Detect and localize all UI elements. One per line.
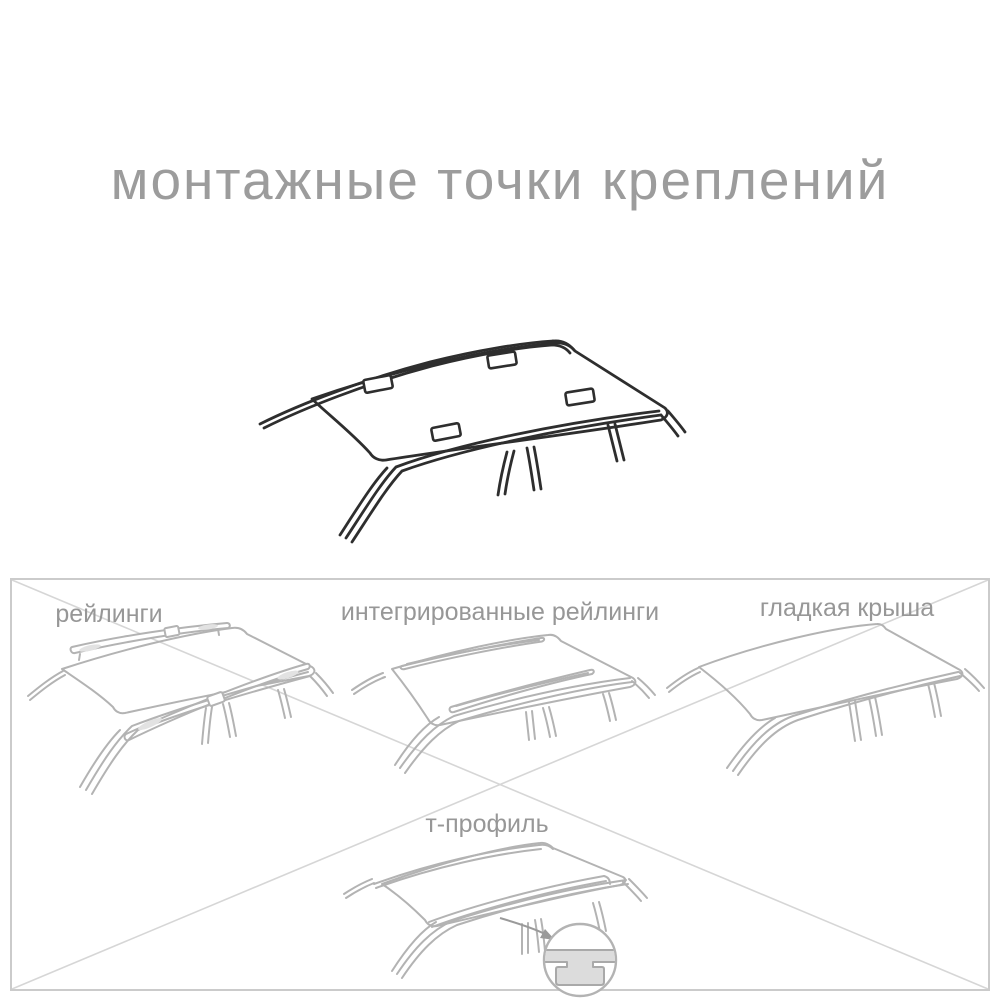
label-t-profile: т-профиль [425,810,549,838]
integrated-railings-roof-sketch [347,628,662,803]
roof-types-panel [10,578,990,991]
label-integrated-railings: интегрированные рейлинги [340,598,660,626]
main-roof-lines [260,341,685,542]
page-title: монтажные точки креплений [110,149,890,211]
main-roof-illustration [230,320,730,560]
label-railings: рейлинги [55,600,163,628]
label-smooth-roof: гладкая крыша [759,594,935,622]
t-profile-callout [500,918,620,996]
smooth-roof-sketch [665,620,985,805]
mounting-point-markers [363,351,595,441]
t-profile-roof-sketch [342,822,702,1000]
railings-roof-sketch [20,618,340,818]
